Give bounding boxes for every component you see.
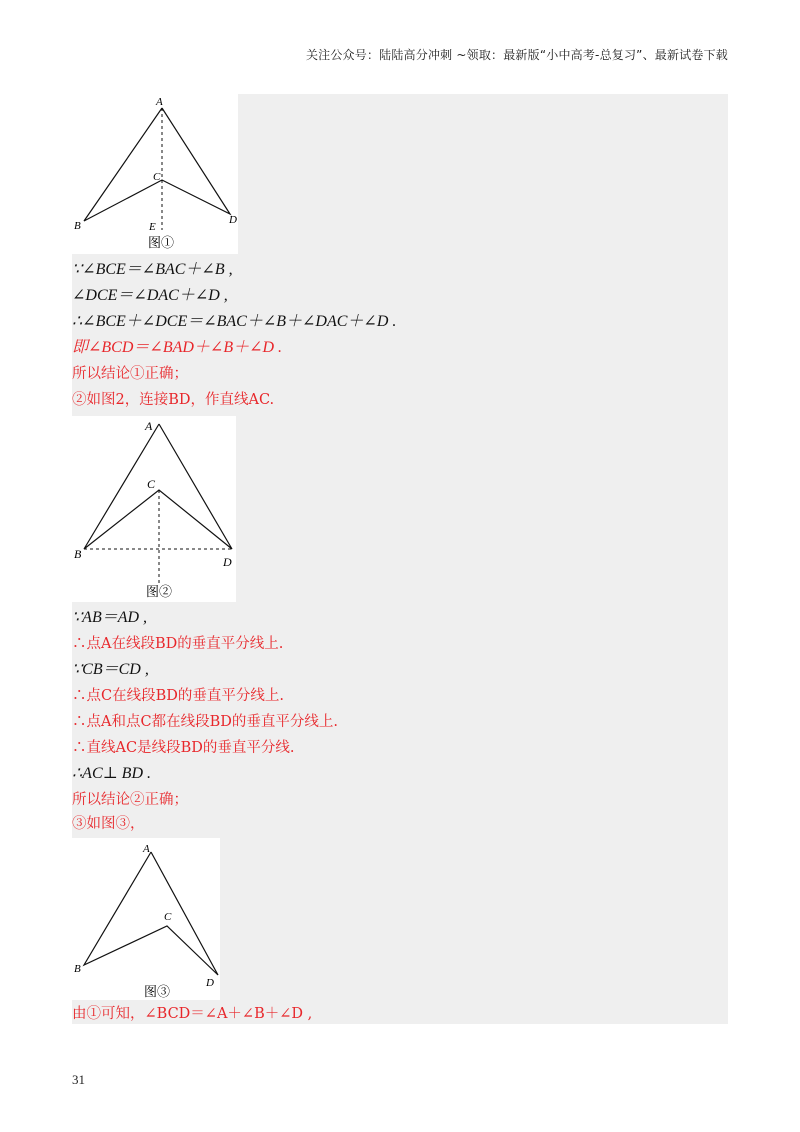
fig1-label-D: D [229,214,237,226]
fig1-label-B: B [74,220,81,232]
fig3-label-D: D [206,977,214,989]
figure-2 [72,416,236,602]
figure-3 [72,838,220,1000]
fig3-label-B: B [74,963,81,975]
fig2-label-A: A [145,419,153,433]
line-16: 由①可知，∠BCD＝∠A＋∠B＋∠D , [72,1006,313,1022]
figure-2-diagram [72,416,236,602]
fig1-label-C: C [153,171,161,183]
fig2-label-B: B [74,547,82,561]
line-1: ∵∠BCE＝∠BAC＋∠B , [72,261,233,278]
line-7: ∵AB＝AD , [72,609,148,626]
fig2-label-D: D [223,555,232,569]
line-15: ③如图③， [72,816,145,832]
line-6: ②如图2，连接BD，作直线AC. [72,392,275,408]
solution-content [72,94,728,1024]
line-4: 即∠BCD＝∠BAD＋∠B＋∠D . [72,339,283,356]
fig3-label-A: A [143,843,150,855]
page-header: 关注公众号：陆陆高分冲刺 ~领取：最新版“小中高考-总复习”、最新试卷下载 [305,48,728,62]
page-number: 31 [72,1072,85,1087]
fig3-caption: 图③ [144,984,171,999]
figure-1 [72,94,238,254]
fig1-label-A: A [156,96,163,108]
fig2-caption: 图② [146,584,173,599]
fig2-label-C: C [147,477,156,491]
line-13: ∴AC⊥ BD . [72,765,151,782]
figure-1-diagram [72,94,238,254]
fig1-label-E: E [149,221,156,233]
line-10: ∴点C在线段BD的垂直平分线上. [72,688,284,704]
line-9: ∵CB＝CD , [72,661,149,678]
line-8: ∴点A在线段BD的垂直平分线上. [72,636,284,652]
line-2: ∠DCE＝∠DAC＋∠D , [72,287,228,304]
line-3: ∴∠BCE＋∠DCE＝∠BAC＋∠B＋∠DAC＋∠D . [72,313,397,330]
line-5: 所以结论①正确； [72,366,188,382]
figure-3-diagram [72,838,220,1000]
line-12: ∴直线AC是线段BD的垂直平分线. [72,740,295,756]
fig3-label-C: C [164,911,172,923]
line-11: ∴点A和点C都在线段BD的垂直平分线上. [72,714,338,730]
line-14: 所以结论②正确； [72,792,188,808]
fig1-caption: 图① [148,235,175,250]
